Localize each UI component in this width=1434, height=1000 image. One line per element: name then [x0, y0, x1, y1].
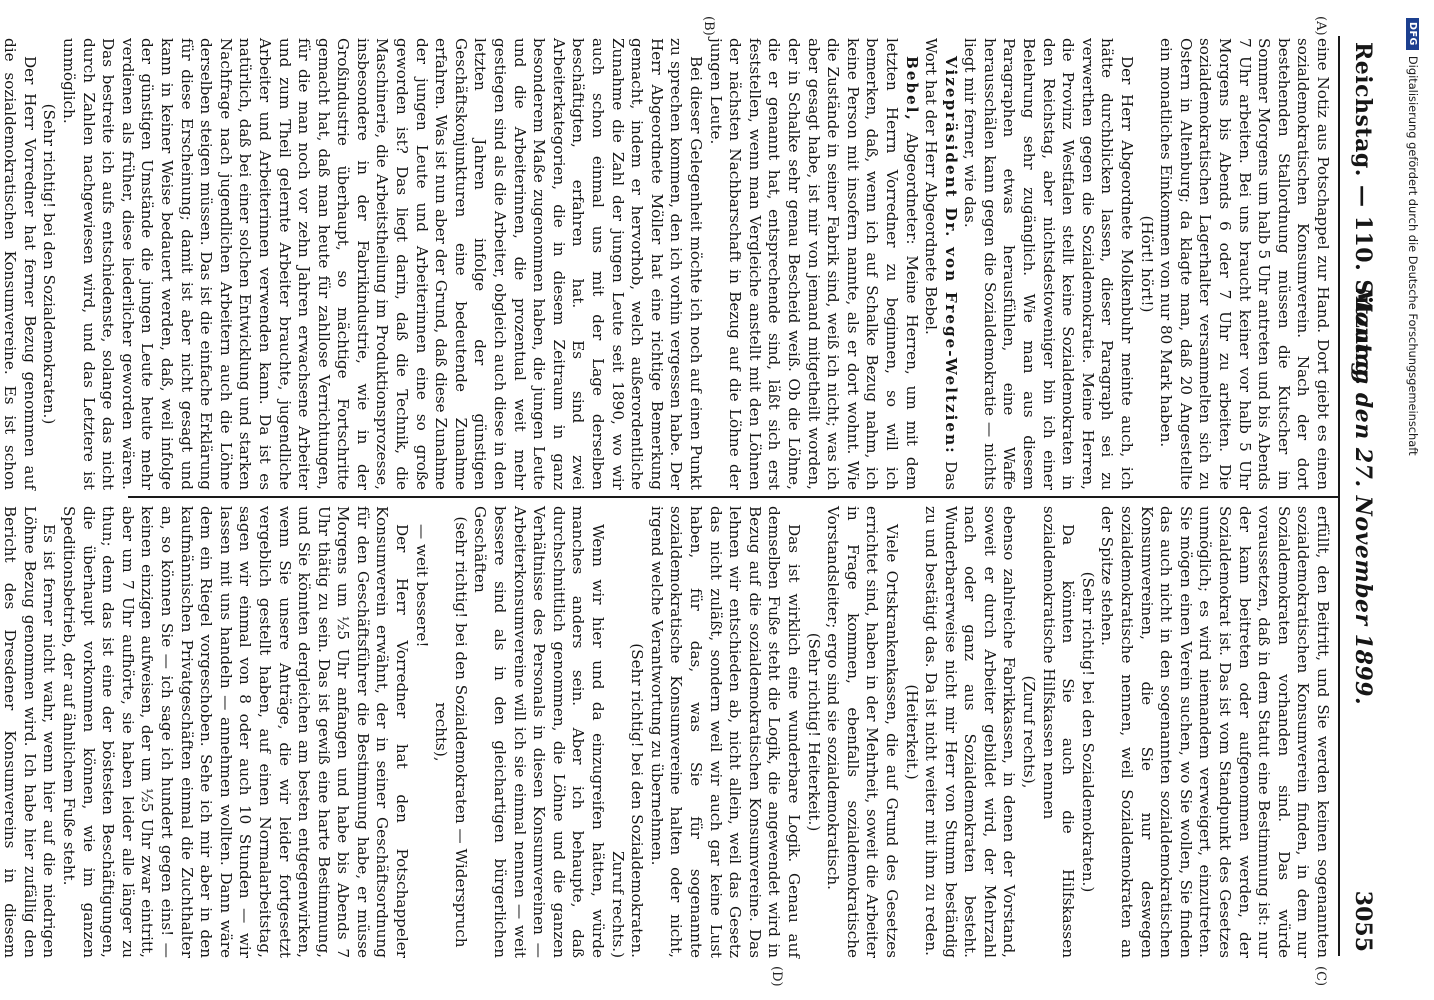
paragraph: Es ist ferner nicht wahr, wenn hier auf die niedrigen Löhne Bezug genommen wird. Ich habe hier zufällig den Bericht des Dresdener Konsumvereins in diesem [1, 506, 59, 958]
page-header [1338, 36, 1382, 956]
interjection: (Hört! hört!) [1137, 215, 1156, 313]
paragraph: Bei dieser Gelegenheit möchte ich noch auf einen Punkt zu sprechen kommen, den ich vorhin vergessen habe. Der Herr Abgeordnete Möller hat eine richtige Bemerkung gemacht, indem er hervorhob, welch außerordentliche Zunahme die Zahl der jungen Leute seit 1890, wo wir auch schon einmal uns mit der Lage derselben beschäftigten, erfahren hat. Es sind zwei Arbeiterkategorien, die in diesem Zeitraum in ganz besonderem Maße zugenommen haben, die jungen Leute und die Arbeiterinnen, die prozentual weit mehr gestiegen sind als die Arbeiter, obgleich auch diese in den letzten Jahren infolge der günstigen Geschäftskonjunkturen eine bedeutende Zunahme erfahren. Was ist nun aber der Grund, daß diese Zunahme der jungen Leute und Arbeiterinnen eine so große geworden ist? Das liegt darin, daß die Technik, die Maschinerie, die Arbeitstheilung im Produktionsprozesse, insbesondere in der Fabrikindustrie, wie in der Großindustrie überhaupt, so mächtige Fortschritte gemacht hat, daß man heute für zahllose Verrichtungen, für die man noch vor zehn Jahren erwachsene Arbeiter und zum Theil gelernte Arbeiter brauchte, jugendliche Arbeiter und Arbeiterinnen verwenden kann. Da ist es natürlich, daß bei einer solchen Entwicklung und starken Nachfrage nach jugendlichen Arbeitern auch die Löhne derselben steigen müssen. Das ist die einfache Erklärung für diese Erscheinung; damit ist aber nicht gesagt und kann in keiner Weise bedauert werden, daß, weil infolge der günstigen Umstände die jungen Leute heute mehr verdienen als früher, diese liederlicher geworden wären. Das bestreite ich aufs entschiedenste, solange das nicht durch Zahlen nachgewiesen wird, und das Letztere ist unmöglich. [60, 38, 705, 490]
paragraph: Da könnten Sie auch die Hilfskassen sozialdemokratische Hilfskassen nennen [1039, 506, 1078, 958]
margin-marker-a: (A) [1313, 16, 1328, 36]
interjection: (sehr richtig! bei den Sozialdemokraten — Widerspruch rechts), [432, 516, 470, 948]
interjection: (Heiterkeit.) [902, 684, 921, 780]
speaker-name: Vizepräsident Dr. von Frege-Weltzien: [941, 56, 960, 455]
paragraph: — weit bessere! [412, 524, 431, 648]
interjection: (Sehr richtig! bei den Sozialdemokraten. Zuruf rechts.) [608, 643, 647, 958]
dfg-logo: DFG [1407, 18, 1420, 50]
paragraph: Wenn wir hier und da einzugreifen hätten, würde manches anders sein. Aber ich behaupte, daß durchschnittlich genommen, die Löhne und die ganzen Verhältnisse des Personals in diesen Konsumvereinen — Arbeiterkonsumvereine will ich sie einmal nennen — weit bessere sind als in den gleichartigen bürgerlichen Geschäften [471, 506, 608, 958]
paragraph: Der Herr Vorredner hat den Potschappeler Konsumverein erwähnt, der in seiner Geschäftsordnung für den Geschäftsführer die Bestimmung habe, er müsse Morgens um ½5 Uhr anfangen und habe bis Abends 7 Uhr thätig zu sein. Das ist gewiß eine harte Bestimmung, und Sie könnten dergleichen am besten entgegenwirken, wenn Sie unsere Anträge, die wir leider fortgesetzt vergeblich gestellt haben, auf einen Normalarbeitstag, sagen wir einmal von 8 oder auch 10 Stunden — wir lassen mit uns handeln — annehmen wollten. Dann wäre dem ein Riegel vorgeschoben. Sehe ich mir aber in den kaufmännischen Privatgeschäften einmal die Zuchthalter an, so können Sie — ich sage ich hundert gegen eins! — keinen einzigen aufweisen, der um ½5 Uhr zwar eintritt, aber um 7 Uhr aufhörte, sie haben leider alle länger zu thun; denn das ist eine der böstesten Beschäftigungen, die überhaupt vorkommen können, wie im ganzen Speditionsbetrieb, der auf ähnlichem Fuße steht. [60, 506, 412, 958]
paragraph: Viele Ortskrankenkassen, die auf Grund des Gesetzes errichtet sind, haben in der Mehrheit, soweit die Arbeiter in Frage kommen, ebenfalls sozialdemokratische Vorstandsleiter; ergo sind sie sozialdemokratisch. [824, 506, 901, 958]
paragraph: eine Notiz aus Potschappel zur Hand. Dort giebt es einen sozialdemokratischen Konsumverein. Nach der dort bestehenden Stallordnung müssen die Kutscher im Sommer Morgens um halb 5 Uhr antreten und bis Abends 7 Uhr arbeiten. Bei uns braucht keiner vor halb 5 Uhr Morgens bis Abends 6 oder 7 Uhr zu arbeiten. Die sozialdemokratischen Lagerhalter versammelten sich zu Ostern in Altenburg; da klagte man, daß 20 Angestellte ein monatliches Einkommen von nur 80 Mark haben. [1157, 38, 1332, 490]
paragraph: Der Herr Abgeordnete Molkenbuhr meinte auch, ich hätte durchblicken lassen, dieser Paragraph sei zu verwerthen gegen die Sozialdemokratie. Meine Herren, die Provinz Westfalen stellt keine Sozialdemokraten in den Reichstag, aber nichtsdestoweniger bin ich einer Belehrung sehr zugänglich. Wie man aus diesem Paragraphen etwas herausfühlen, eine Waffe herausschälen kann gegen die Sozialdemokratie — nichts liegt mir ferner, wie das. [961, 38, 1137, 490]
speaker-text: Abgeordneter: Meine Herren, um mit dem letzten Herrn Vorredner zu beginnen, so will ich bemerken, daß, wenn ich auf Schalke Bezug nahm, ich keine Person mit insofern nannte, als er dort wohnt. Wie die Zustände in seiner Fabrik sind, weiß ich nicht; was ich aber gesagt habe, ist mir von jemand mitgetheilt worden, der in Schalke sehr genau Bescheid weiß. Ob die Löhne, die er genannt hat, entsprechende sind, läßt sich erst feststellen, wenn man Vergleiche anstellt mit den Löhnen der nächsten Nachbarschaft in Bezug auf die Löhne der jungen Leute. [706, 38, 921, 490]
interjection: (Zuruf rechts), [1020, 675, 1039, 789]
interjection: (Sehr richtig! bei den Sozialdemokraten.) [1078, 571, 1097, 893]
paragraph: Der Herr Vorredner hat ferner Bezug genommen auf die sozialdemokratischen Konsumvereine. Es ist schon [1, 38, 39, 490]
interjection: (Sehr richtig! bei den Sozialdemokraten.) [40, 103, 59, 425]
column-divider [128, 496, 1338, 498]
header-rule [1338, 36, 1340, 956]
paragraph [705, 38, 921, 490]
paragraph: ebenso zahlreiche Fabrikkassen, in denen der Vorstand, soweit er durch Arbeiter gebildet wird, der Mehrzahl nach oder ganz aus Sozialdemokraten besteht. Wunderbarerweise nicht mir Herr von Stumm beständig zu und bestätigt das. Da ist nicht weiter mit ihm zu reden. [922, 506, 1019, 958]
speaker-text: Das Wort hat der Herr Abgeordnete Bebel. [922, 38, 960, 490]
margin-marker-c: (C) [1313, 966, 1328, 987]
paragraph: Das ist wirklich eine wunderbare Logik. Genau auf demselben Fuße steht die Logik, die angewendet wird in Bezug auf die sozialdemokratischen Konsumvereine. Das lehnen wir entschieden ab, nicht allein, weil das Gesetz das nicht zuläßt, sondern weil wir auch gar keine Lust haben, für das, was Sie für sogenannte sozialdemokratische Konsumvereine halten oder nicht, irgend welche Verantwortung zu übernehmen. [647, 506, 803, 958]
margin-marker-d: (D) [769, 966, 784, 987]
page-number: 3055 [1350, 890, 1376, 952]
right-column [1, 506, 1332, 958]
credit-text: Digitalisierung gefördert durch die Deutsche Forschungsgemeinschaft [1406, 55, 1420, 456]
date-heading: Montag den 27. November 1899. [1350, 286, 1376, 706]
margin-marker-b: (B) [701, 16, 716, 36]
interjection: (Sehr richtig! Heiterkeit.) [804, 632, 823, 832]
left-column [1, 38, 1332, 490]
paragraph [921, 38, 960, 490]
paragraph: erfüllt, den Beitritt, und Sie werden keinen sogenannten sozialdemokratischen Konsumverein finden, in dem nur Sozialdemokraten vorhanden sind. Das würde voraussetzen, daß in dem Statut eine Bestimmung ist: nur der kann beitreten oder aufgenommen werden, der Sozialdemokrat ist. Das ist vom Standpunkt des Gesetzes unmöglich; es wird niemandem verweigert, einzutreten. Sie mögen einen Verein suchen, wo Sie wollen, Sie finden das auch nicht in den sogenannten sozialdemokratischen Konsumvereinen, die Sie nur deswegen sozialdemokratische nennen, weil Sozialdemokraten an der Spitze stehen. [1098, 506, 1332, 958]
session-heading: Reichstag. — 110. Sitzung. [1350, 42, 1376, 386]
document-page [1, 10, 1384, 990]
digitization-credit [1406, 18, 1420, 578]
speaker-name: Bebel, [902, 56, 921, 122]
